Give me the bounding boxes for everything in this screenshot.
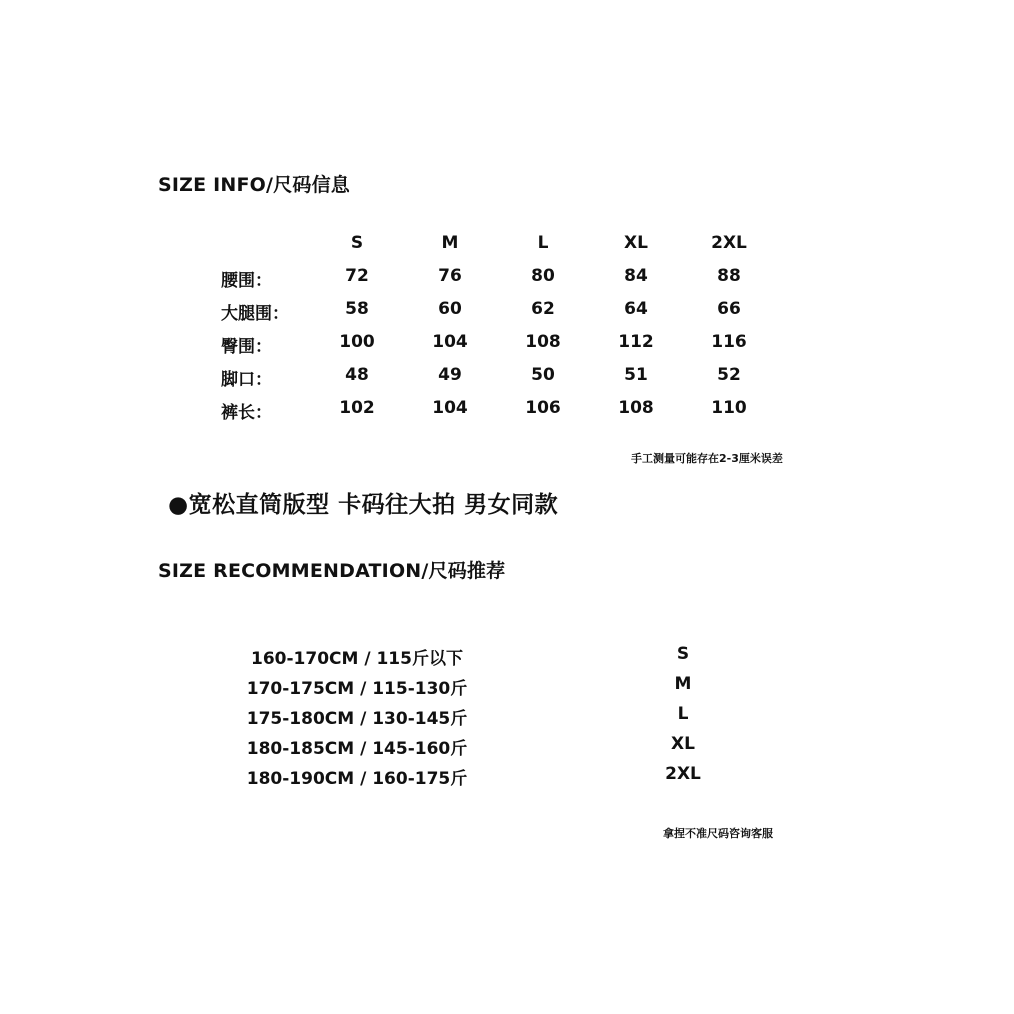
table-cell: 104 <box>432 332 468 352</box>
fit-feature-line: ●宽松直筒版型 卡码往大拍 男女同款 <box>168 492 559 518</box>
recommended-size: L <box>677 704 689 724</box>
table-cell: 108 <box>525 332 561 352</box>
size-header-m: M <box>441 233 459 253</box>
table-cell: 112 <box>618 332 654 352</box>
recommended-size: M <box>674 674 692 694</box>
table-cell: 88 <box>717 266 741 286</box>
table-cell: 50 <box>531 365 555 385</box>
size-header-l: L <box>537 233 549 253</box>
table-cell: 62 <box>531 299 555 319</box>
table-cell: 104 <box>432 398 468 418</box>
recommended-size: XL <box>671 734 695 754</box>
row-label-hip: 臀围： <box>221 337 272 357</box>
table-cell: 116 <box>711 332 747 352</box>
row-label-length: 裤长： <box>221 403 272 423</box>
measurement-note: 手工测量可能存在2-3厘米误差 <box>631 452 783 465</box>
height-weight-range: 180-190CM / 160-175斤 <box>246 769 468 789</box>
table-cell: 76 <box>438 266 462 286</box>
table-cell: 108 <box>618 398 654 418</box>
height-weight-range: 170-175CM / 115-130斤 <box>246 679 468 699</box>
table-cell: 102 <box>339 398 375 418</box>
table-cell: 48 <box>345 365 369 385</box>
row-label-leg-opening: 脚口： <box>221 370 272 390</box>
table-cell: 58 <box>345 299 369 319</box>
table-cell: 106 <box>525 398 561 418</box>
height-weight-range: 180-185CM / 145-160斤 <box>246 739 468 759</box>
table-cell: 49 <box>438 365 462 385</box>
table-cell: 72 <box>345 266 369 286</box>
table-cell: 51 <box>624 365 648 385</box>
row-label-waist: 腰围： <box>221 271 272 291</box>
table-cell: 60 <box>438 299 462 319</box>
size-header-2xl: 2XL <box>711 233 747 253</box>
table-cell: 110 <box>711 398 747 418</box>
size-header-s: S <box>350 233 364 253</box>
table-cell: 100 <box>339 332 375 352</box>
size-header-xl: XL <box>624 233 648 253</box>
table-cell: 66 <box>717 299 741 319</box>
table-cell: 84 <box>624 266 648 286</box>
recommended-size: S <box>676 644 690 664</box>
table-cell: 64 <box>624 299 648 319</box>
height-weight-range: 160-170CM / 115斤以下 <box>251 649 463 669</box>
size-recommendation-title: SIZE RECOMMENDATION/尺码推荐 <box>158 560 506 582</box>
customer-service-note: 拿捏不准尺码咨询客服 <box>663 827 773 840</box>
size-info-title: SIZE INFO/尺码信息 <box>158 174 350 196</box>
table-cell: 80 <box>531 266 555 286</box>
table-cell: 52 <box>717 365 741 385</box>
height-weight-range: 175-180CM / 130-145斤 <box>246 709 468 729</box>
recommended-size: 2XL <box>665 764 701 784</box>
row-label-thigh: 大腿围： <box>221 304 289 324</box>
